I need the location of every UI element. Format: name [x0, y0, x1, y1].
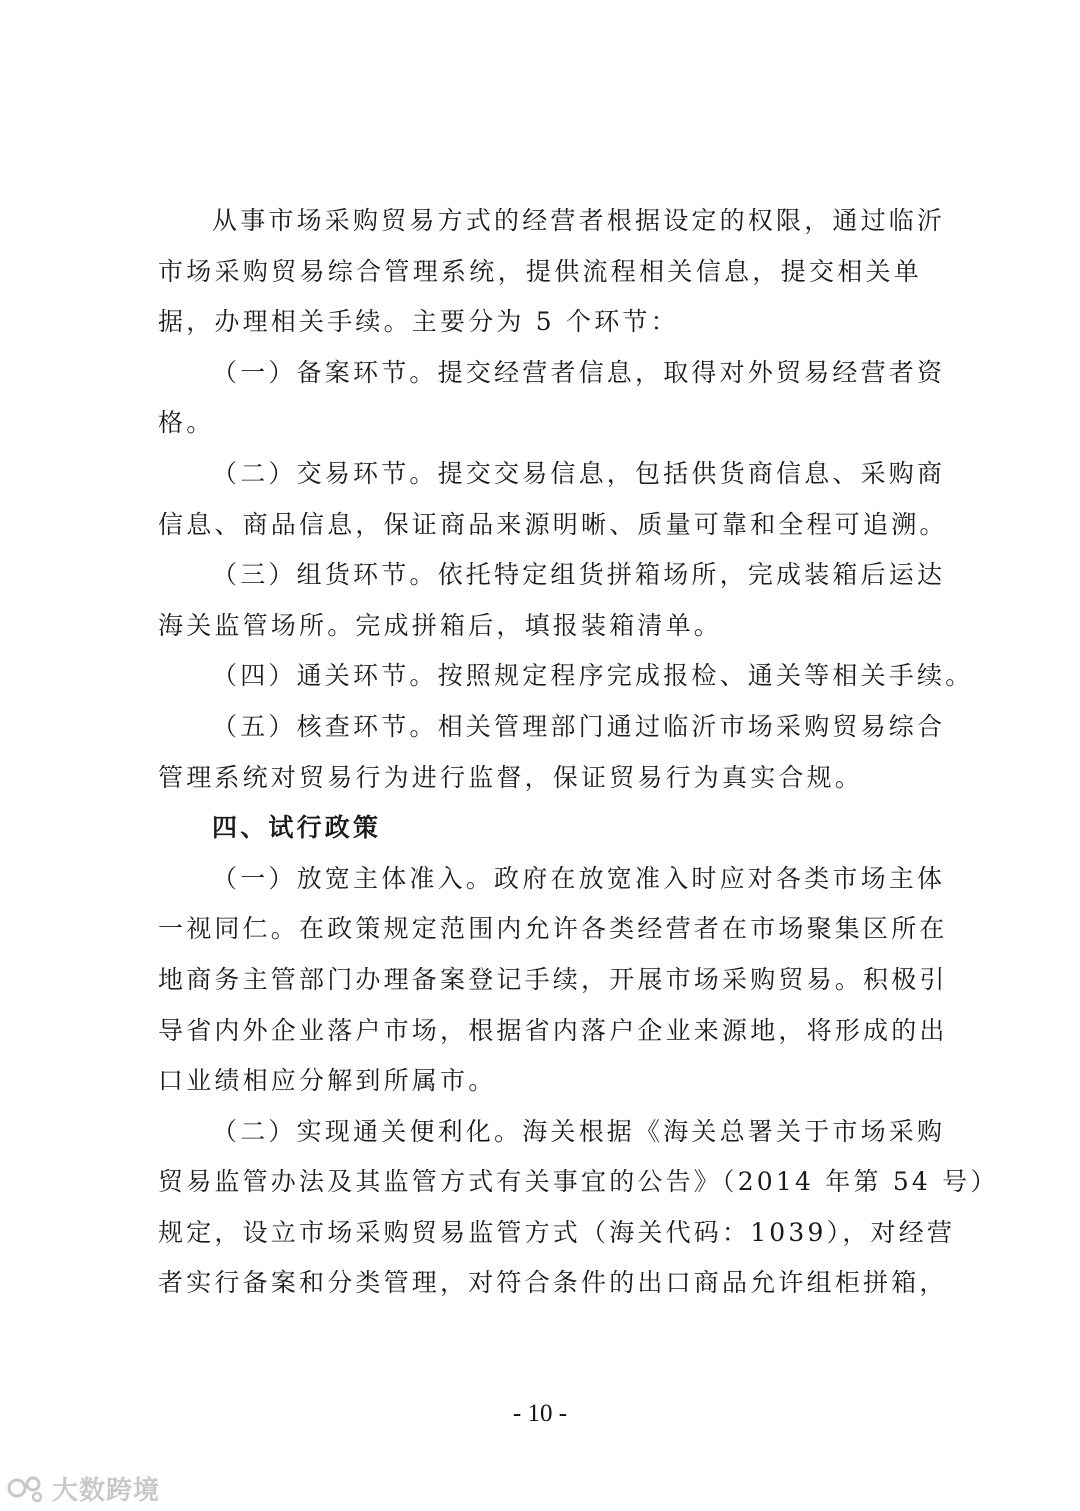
text-line: 导省内外企业落户市场，根据省内落户企业来源地，将形成的出 [158, 1015, 948, 1045]
text-line: 贸易监管办法及其监管方式有关事宜的公告》（2014 年第 54 号） [158, 1167, 999, 1197]
text-line: （四）通关环节。按照规定程序完成报检、通关等相关手续。 [212, 661, 974, 691]
text-line: 管理系统对贸易行为进行监督，保证贸易行为真实合规。 [158, 762, 864, 792]
text-line: 规定，设立市场采购贸易监管方式（海关代码：1039），对经营 [158, 1217, 956, 1247]
watermark-text: 大数跨境 [52, 1475, 161, 1506]
text-line: 据，办理相关手续。主要分为 5 个环节： [158, 307, 679, 337]
text-line: 海关监管场所。完成拼箱后，填报装箱清单。 [158, 610, 723, 640]
text-line: 从事市场采购贸易方式的经营者根据设定的权限，通过临沂 [212, 206, 946, 235]
watermark [6, 1468, 160, 1508]
document-body [158, 196, 999, 1309]
text-line: 口业绩相应分解到所属市。 [158, 1066, 497, 1096]
text-line: 信息、商品信息，保证商品来源明晰、质量可靠和全程可追溯。 [158, 509, 948, 539]
page-number: - 10 - [512, 1400, 568, 1427]
text-line: 市场采购贸易综合管理系统，提供流程相关信息，提交相关单 [158, 256, 922, 286]
text-line: （五）核查环节。相关管理部门通过临沂市场采购贸易综合 [212, 711, 946, 741]
text-line: （一）放宽主体准入。政府在放宽准入时应对各类市场主体 [212, 863, 946, 893]
text-line: （二）交易环节。提交交易信息，包括供货商信息、采购商 [212, 458, 946, 488]
text-line: （一）备案环节。提交经营者信息，取得对外贸易经营者资 [212, 357, 946, 387]
brand-logo-icon [6, 1471, 46, 1505]
text-line: 地商务主管部门办理备案登记手续，开展市场采购贸易。积极引 [158, 964, 948, 994]
section-heading: 四、试行政策 [212, 813, 382, 843]
text-line: 者实行备案和分类管理，对符合条件的出口商品允许组柜拼箱， [158, 1268, 948, 1298]
text-line: 格。 [158, 408, 215, 438]
text-line: 一视同仁。在政策规定范围内允许各类经营者在市场聚集区所在 [158, 914, 948, 944]
text-line: （三）组货环节。依托特定组货拼箱场所，完成装箱后运达 [212, 560, 946, 590]
text-line: （二）实现通关便利化。海关根据《海关总署关于市场采购 [212, 1116, 946, 1146]
